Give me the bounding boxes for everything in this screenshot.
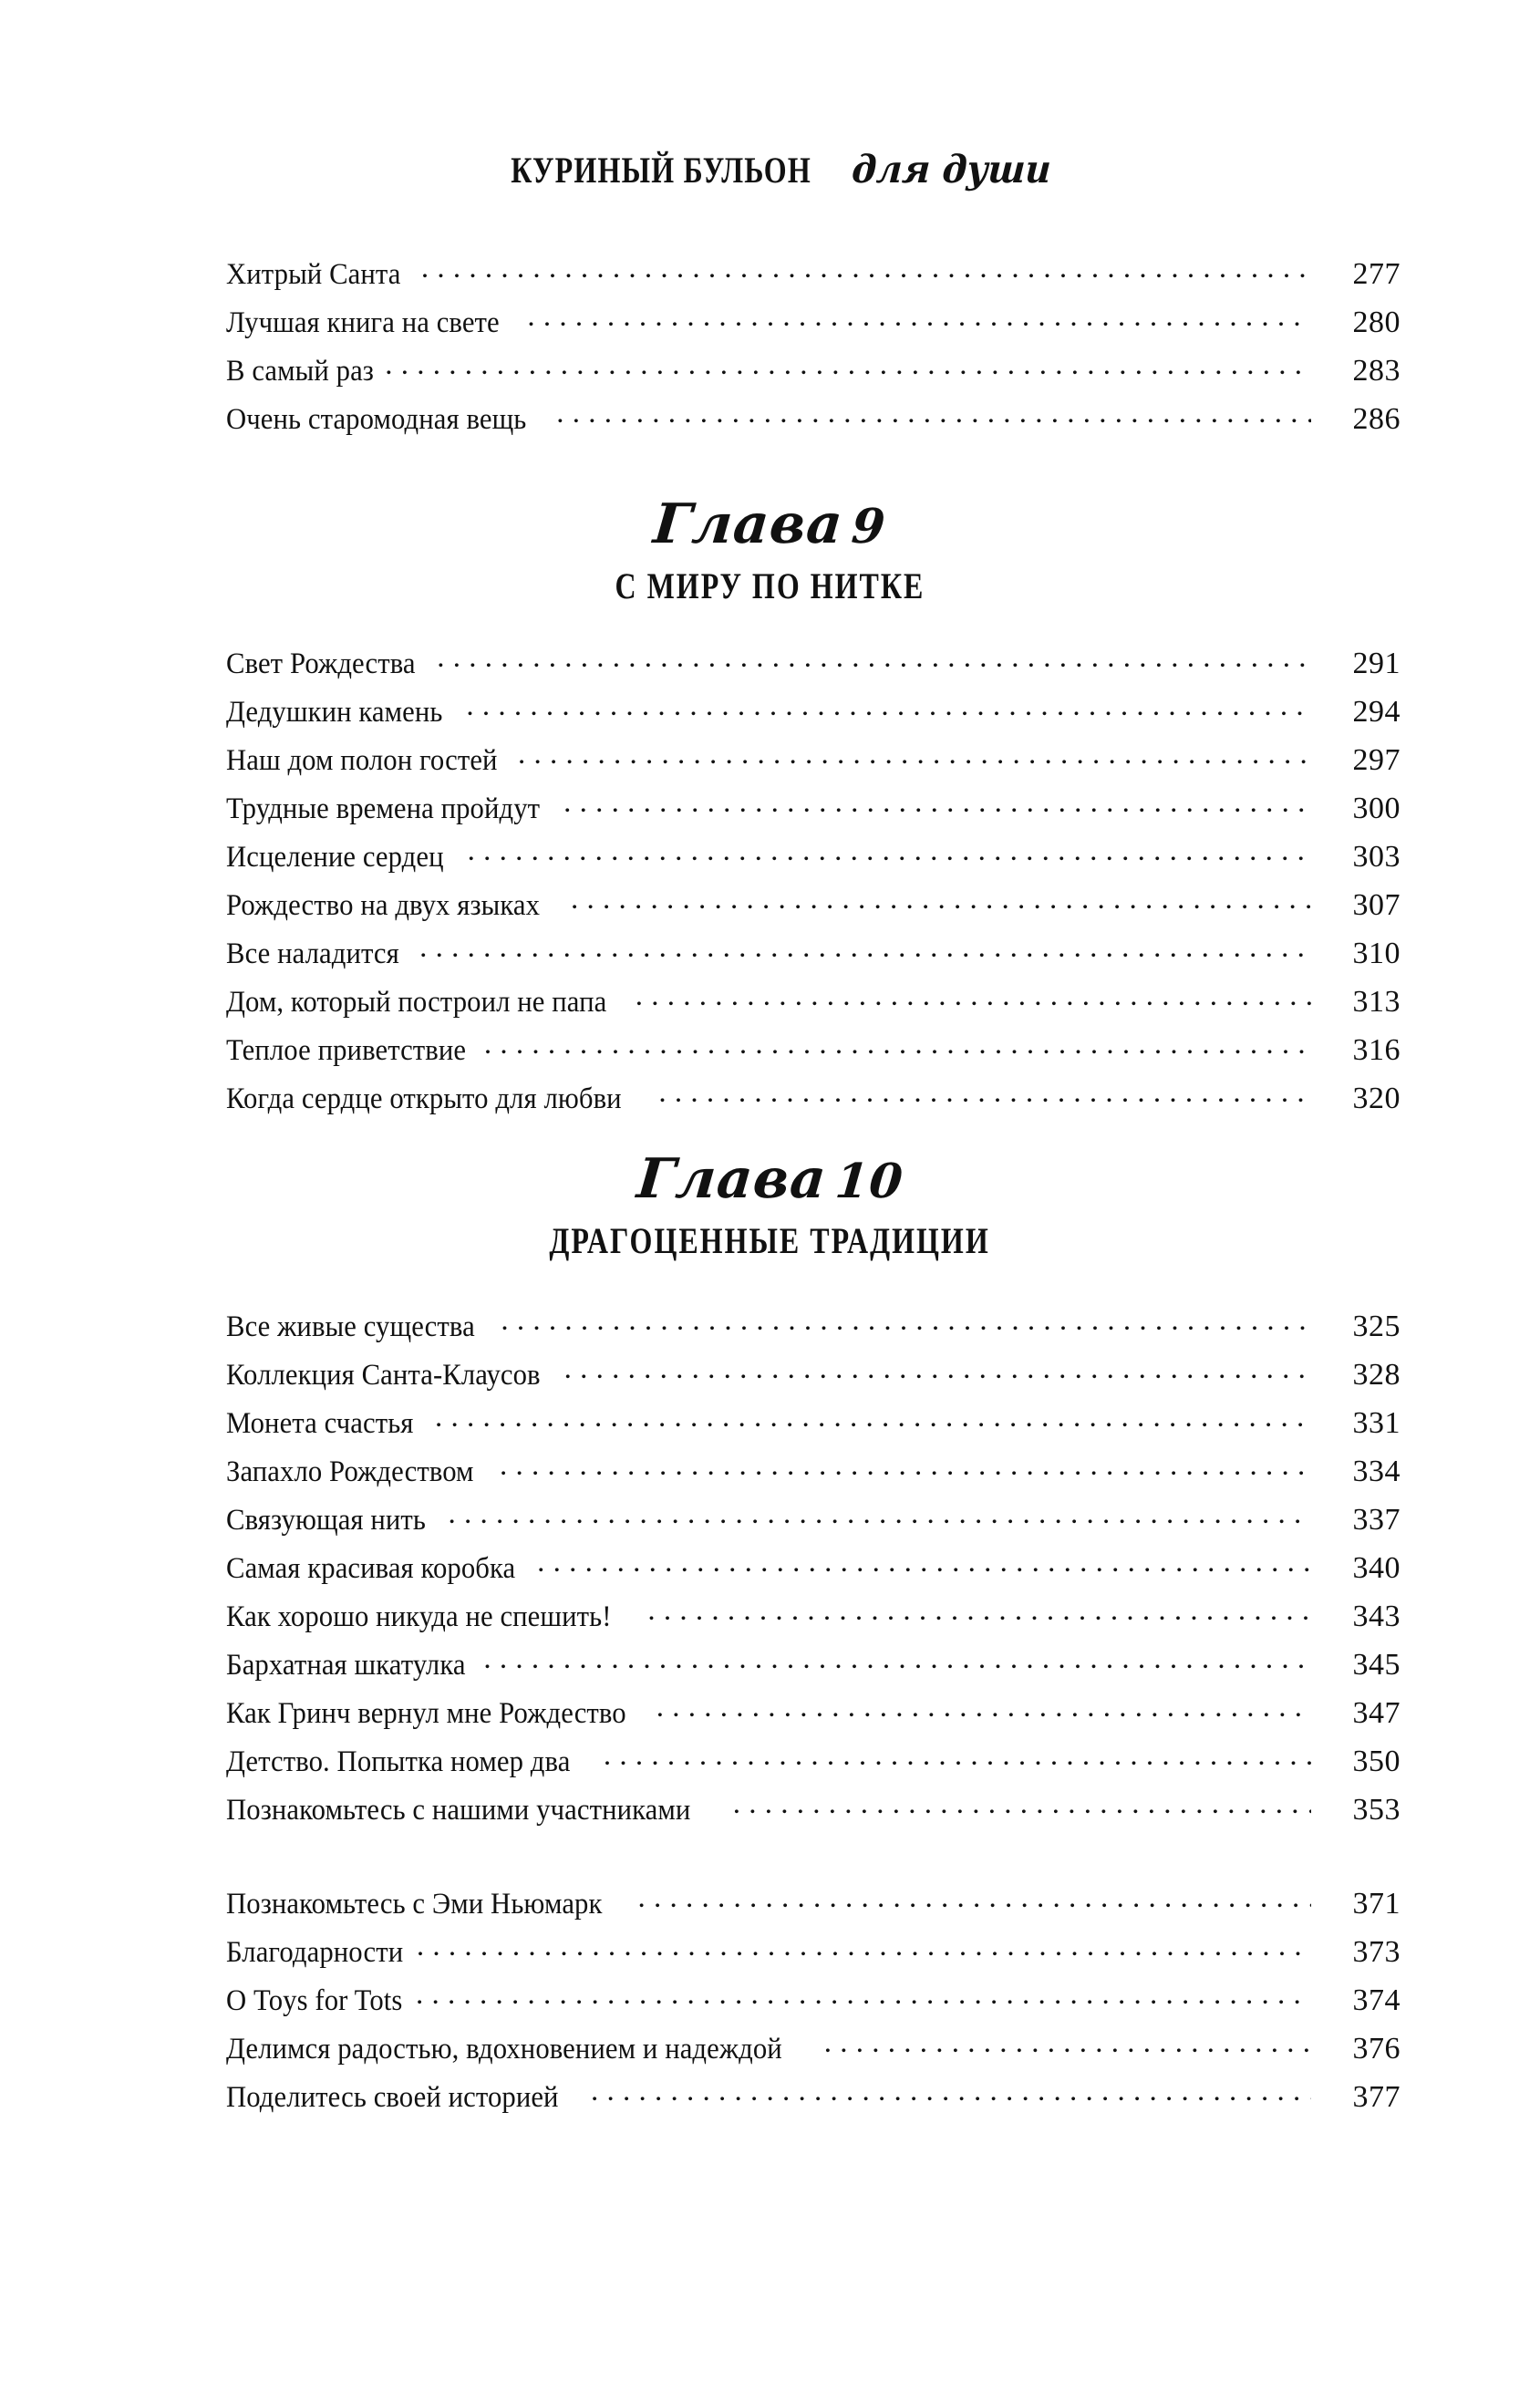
toc-leader-dots [563,788,1311,818]
toc-entry-title: Как Гринч вернул мне Рождество [226,1697,626,1730]
toc-entry-page: 286 [1352,402,1400,436]
toc-section-top [226,254,1400,447]
toc-entry[interactable] [226,1789,1400,1838]
toc-leader-dots [537,1548,1311,1578]
toc-entry-title: Связующая нить [226,1504,427,1537]
toc-leader-dots [417,1931,1311,1962]
chapter-9-number: 9 [849,499,889,554]
toc-entry[interactable] [226,1451,1400,1499]
running-header [0,147,1540,192]
toc-section-chapter-9 [226,643,1400,1126]
toc-entry-title: О Toys for Tots [226,1984,403,2017]
chapter-9-title: С МИРУ ПО НИТКЕ [615,565,925,606]
toc-entry[interactable] [226,885,1400,933]
chapter-10-word: Глава [634,1147,830,1211]
chapter-9-heading [0,492,1540,606]
running-header-script: для души [850,147,1053,192]
toc-entry-title: Дом, который построил не папа [226,986,607,1019]
toc-entry[interactable] [226,981,1400,1030]
toc-entry-title: Рождество на двух языках [226,889,541,922]
toc-leader-dots [468,836,1311,866]
toc-leader-dots [647,1596,1311,1626]
toc-entry-title: Благодарности [226,1936,404,1969]
toc-entry-page: 277 [1352,257,1400,291]
toc-entry-page: 371 [1352,1887,1400,1921]
toc-entry-title: Детство. Попытка номер два [226,1745,571,1778]
chapter-10-title: ДРАГОЦЕННЫЕ ТРАДИЦИИ [549,1220,991,1261]
toc-entry-title: Все наладится [226,937,399,970]
toc-leader-dots [564,1354,1311,1384]
toc-entry-page: 307 [1352,888,1400,922]
toc-entry-title: Познакомьтесь с нашими участниками [226,1794,691,1827]
toc-entry-title: Теплое приветствие [226,1034,467,1067]
chapter-10-number: 10 [832,1154,905,1209]
toc-entry-page: 291 [1352,647,1400,680]
toc-entry[interactable] [226,691,1400,740]
toc-entry-page: 316 [1352,1033,1400,1067]
toc-entry-title: В самый раз [226,355,375,388]
toc-entry[interactable] [226,1693,1400,1741]
toc-entry[interactable] [226,2076,1400,2125]
toc-entry[interactable] [226,1306,1400,1354]
toc-entry-page: 376 [1352,2032,1400,2066]
toc-entry[interactable] [226,740,1400,788]
toc-entry[interactable] [226,1931,1400,1980]
toc-leader-dots [483,1644,1311,1674]
toc-entry-title: Делимся радостью, вдохновением и надеждой [226,2033,782,2066]
toc-entry-title: Монета счастья [226,1407,414,1440]
toc-entry[interactable] [226,1644,1400,1693]
toc-entry-page: 373 [1352,1935,1400,1969]
toc-entry-page: 310 [1352,937,1400,970]
toc-entry-page: 313 [1352,985,1400,1019]
toc-entry-page: 343 [1352,1600,1400,1633]
toc-entry-page: 340 [1352,1551,1400,1585]
toc-entry-title: Исцеление сердец [226,841,444,874]
toc-leader-dots [484,1030,1311,1060]
toc-entry[interactable] [226,1499,1400,1548]
toc-leader-dots [419,933,1311,963]
toc-leader-dots [824,2028,1311,2058]
toc-leader-dots [638,1883,1311,1913]
toc-entry[interactable] [226,1548,1400,1596]
toc-entry-title: Лучшая книга на свете [226,306,500,339]
toc-leader-dots [591,2076,1311,2107]
toc-entry-page: 294 [1352,695,1400,729]
toc-entry-page: 325 [1352,1310,1400,1343]
toc-entry[interactable] [226,1354,1400,1403]
toc-leader-dots [466,691,1311,721]
toc-entry[interactable] [226,1980,1400,2028]
toc-leader-dots [604,1741,1311,1771]
toc-entry[interactable] [226,2028,1400,2076]
chapter-10-heading [0,1147,1540,1261]
toc-entry-page: 347 [1352,1696,1400,1730]
toc-entry-title: Поделитесь своей историей [226,2081,559,2114]
toc-entry[interactable] [226,399,1400,447]
toc-leader-dots [733,1789,1311,1819]
toc-entry-page: 283 [1352,354,1400,388]
toc-section-back-matter [226,1883,1400,2125]
toc-entry-page: 320 [1352,1082,1400,1115]
toc-entry-title: Трудные времена пройдут [226,792,541,825]
toc-entry-page: 328 [1352,1358,1400,1392]
chapter-9-word: Глава [651,492,846,556]
toc-entry-page: 345 [1352,1648,1400,1682]
toc-entry-page: 353 [1352,1793,1400,1827]
toc-leader-dots [556,399,1311,429]
toc-entry[interactable] [226,933,1400,981]
toc-section-chapter-10 [226,1306,1400,1838]
chapter-9-script-label [651,492,889,556]
toc-leader-dots [385,350,1311,380]
toc-leader-dots [656,1693,1311,1723]
toc-leader-dots [501,1306,1311,1336]
toc-entry-page: 300 [1352,792,1400,825]
toc-entry-page: 337 [1352,1503,1400,1537]
toc-entry[interactable] [226,1596,1400,1644]
toc-entry[interactable] [226,643,1400,691]
toc-entry[interactable] [226,302,1400,350]
running-header-title: КУРИНЫЙ БУЛЬОН [510,150,811,191]
toc-entry[interactable] [226,1883,1400,1931]
toc-entry[interactable] [226,1078,1400,1126]
toc-entry-title: Очень старомодная вещь [226,403,527,436]
toc-leader-dots [421,254,1311,284]
toc-entry-title: Самая красивая коробка [226,1552,516,1585]
toc-entry-title: Как хорошо никуда не спешить! [226,1600,612,1633]
toc-entry-page: 374 [1352,1983,1400,2017]
toc-entry-title: Бархатная шкатулка [226,1649,466,1682]
toc-leader-dots [636,981,1311,1011]
toc-leader-dots [658,1078,1311,1108]
toc-entry[interactable] [226,788,1400,836]
toc-entry-title: Познакомьтесь с Эми Ньюмарк [226,1888,603,1921]
toc-entry-page: 331 [1352,1406,1400,1440]
toc-entry-page: 280 [1352,305,1400,339]
toc-entry[interactable] [226,254,1400,302]
toc-entry-title: Наш дом полон гостей [226,744,498,777]
toc-entry-page: 303 [1352,840,1400,874]
toc-entry-page: 377 [1352,2080,1400,2114]
chapter-10-script-label [634,1147,905,1211]
toc-leader-dots [449,1499,1311,1529]
toc-entry-title: Коллекция Санта-Клаусов [226,1359,541,1392]
toc-leader-dots [518,740,1311,770]
toc-entry-title: Хитрый Санта [226,258,401,291]
toc-entry-title: Все живые существа [226,1310,475,1343]
toc-leader-dots [437,643,1311,673]
toc-entry-title: Свет Рождества [226,647,416,680]
toc-entry-page: 297 [1352,743,1400,777]
toc-entry-title: Когда сердце открыто для любви [226,1082,622,1115]
toc-entry-title: Дедушкин камень [226,696,443,729]
toc-entry-page: 350 [1352,1745,1400,1778]
toc-entry[interactable] [226,1403,1400,1451]
toc-entry[interactable] [226,1030,1400,1078]
toc-leader-dots [527,302,1311,332]
toc-entry[interactable] [226,1741,1400,1789]
toc-entry-title: Запахло Рождеством [226,1455,474,1488]
toc-leader-dots [416,1980,1311,2010]
toc-entry[interactable] [226,350,1400,399]
toc-leader-dots [500,1451,1311,1481]
toc-entry-page: 334 [1352,1455,1400,1488]
toc-leader-dots [435,1403,1311,1433]
toc-entry[interactable] [226,836,1400,885]
toc-leader-dots [571,885,1311,915]
